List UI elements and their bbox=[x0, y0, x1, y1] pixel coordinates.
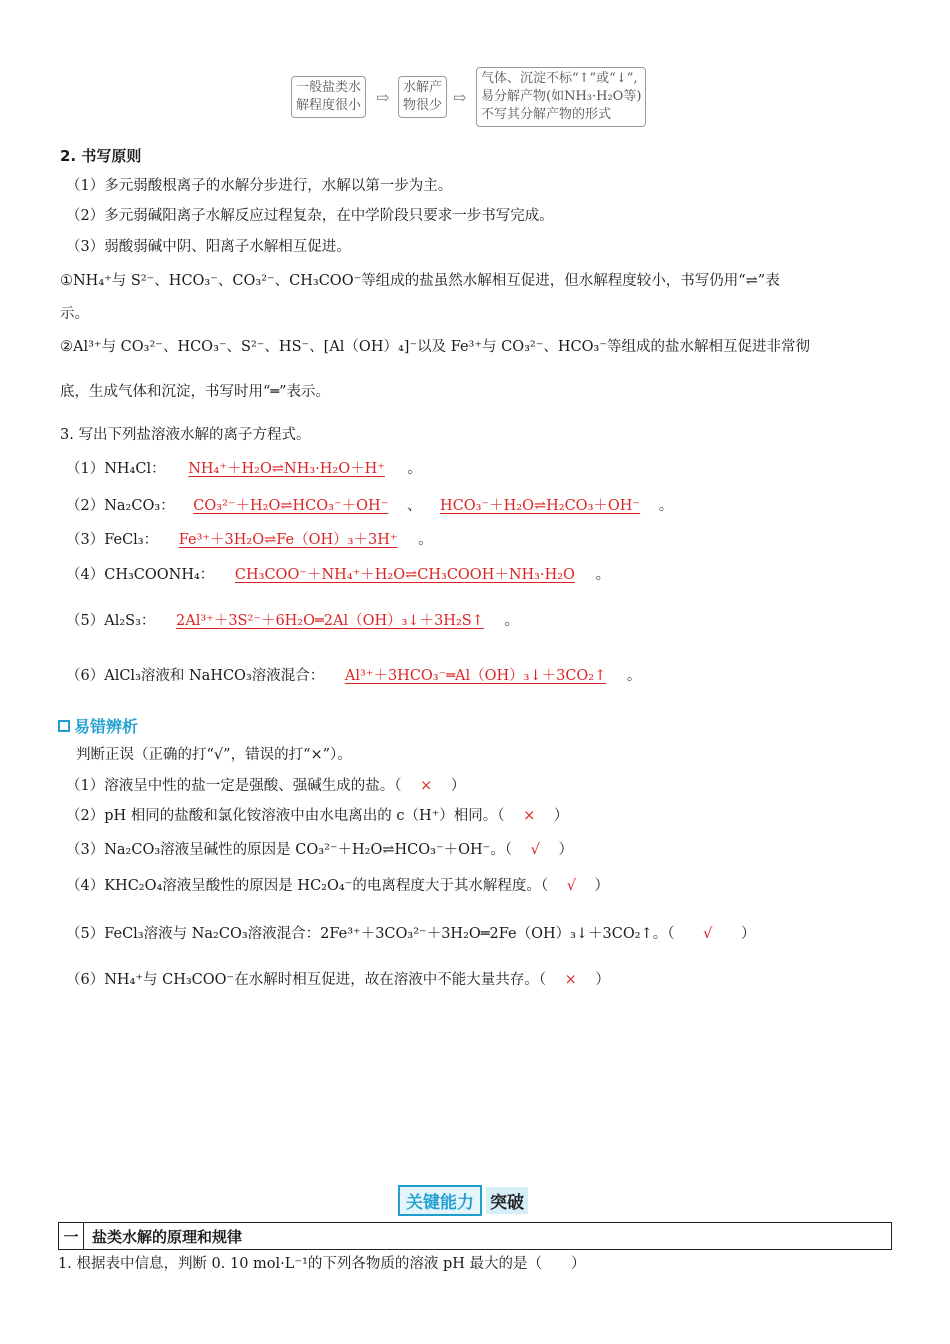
separator: 、 bbox=[406, 498, 422, 514]
flow-box-3 bbox=[476, 67, 646, 127]
cross-mark-icon: × bbox=[420, 778, 433, 794]
exercise-4-answer: CH₃COO⁻＋NH₄⁺＋H₂O⇌CH₃COOH＋NH₃·H₂O bbox=[234, 567, 575, 583]
banner-label: 关键能力 bbox=[398, 1185, 482, 1216]
judge-item-1 bbox=[66, 776, 465, 796]
key-ability-banner bbox=[398, 1185, 528, 1216]
section-3-title: 3. 写出下列盐溶液水解的离子方程式。 bbox=[60, 427, 311, 443]
exercise-4-label: （4）CH₃COONH₄： bbox=[66, 567, 215, 583]
exercise-5-label: （5）Al₂S₃： bbox=[66, 613, 156, 629]
period: 。 bbox=[626, 668, 642, 684]
flow-box-2 bbox=[398, 76, 447, 118]
exercise-2 bbox=[66, 496, 673, 516]
rule-2: （2）多元弱碱阳离子水解反应过程复杂，在中学阶段只要求一步书写完成。 bbox=[66, 208, 554, 224]
exercise-1-label: （1）NH₄Cl： bbox=[66, 461, 166, 477]
section-1-number: 一 bbox=[59, 1223, 84, 1249]
section-1-title: 盐类水解的原理和规律 bbox=[92, 1227, 243, 1246]
exercise-6-answer: Al³⁺＋3HCO₃⁻═Al（OH）₃↓＋3CO₂↑ bbox=[344, 668, 607, 684]
exercise-5 bbox=[66, 611, 519, 631]
rule-3b-line-2: 底，生成气体和沉淀，书写时用“═”表示。 bbox=[60, 384, 331, 400]
exercise-2-answer-a: CO₃²⁻＋H₂O⇌HCO₃⁻＋OH⁻ bbox=[193, 498, 389, 514]
square-icon bbox=[58, 720, 70, 732]
error-intro: 判断正误（正确的打“√”，错误的打“×”）。 bbox=[76, 747, 352, 763]
exercise-1-answer: NH₄⁺＋H₂O⇌NH₃·H₂O＋H⁺ bbox=[188, 461, 385, 477]
flow-box-2-line-2: 物很少 bbox=[403, 98, 443, 113]
banner-suffix: 突破 bbox=[486, 1187, 528, 1214]
cross-mark-icon: × bbox=[564, 972, 577, 988]
exercise-2-answer-b: HCO₃⁻＋H₂O⇌H₂CO₃＋OH⁻ bbox=[440, 498, 641, 514]
check-mark-icon: √ bbox=[530, 842, 540, 858]
exercise-3 bbox=[66, 530, 433, 550]
exercise-5-answer: 2Al³⁺＋3S²⁻＋6H₂O═2Al（OH）₃↓＋3H₂S↑ bbox=[176, 613, 484, 629]
flow-box-1-line-2: 解程度很小 bbox=[296, 98, 362, 113]
flow-box-3-line-1: 气体、沉淀不标“↑”或“↓”, bbox=[481, 71, 638, 86]
period: 。 bbox=[658, 498, 674, 514]
exercise-6-label: （6）AlCl₃溶液和 NaHCO₃溶液混合： bbox=[66, 668, 325, 684]
close-paren: ） bbox=[595, 972, 610, 988]
rule-3: （3）弱酸弱碱中阴、阳离子水解相互促进。 bbox=[66, 239, 351, 255]
rule-3a-line-1: ①NH₄⁺与 S²⁻、HCO₃⁻、CO₃²⁻、CH₃COO⁻等组成的盐虽然水解相互促进，但水解程度较小，书写仍用“⇌”表 bbox=[60, 273, 780, 289]
rule-1: （1）多元弱酸根离子的水解分步进行，水解以第一步为主。 bbox=[66, 178, 453, 194]
flow-arrow-icon: ⇨ bbox=[376, 88, 390, 107]
judge-item-6-text: （6）NH₄⁺与 CH₃COO⁻在水解时相互促进，故在溶液中不能大量共存。（ bbox=[66, 972, 546, 988]
exercise-4 bbox=[66, 565, 610, 585]
flow-box-1-line-1: 一般盐类水 bbox=[296, 80, 362, 95]
judge-item-4-text: （4）KHC₂O₄溶液呈酸性的原因是 HC₂O₄⁻的电离程度大于其水解程度。（ bbox=[66, 878, 549, 894]
flow-box-3-line-2: 易分解产物(如NH₃·H₂O等) bbox=[481, 89, 642, 104]
flow-box-2-line-1: 水解产 bbox=[403, 80, 443, 95]
flow-box-3-line-3: 不写其分解产物的形式 bbox=[481, 107, 612, 122]
check-mark-icon: √ bbox=[566, 878, 576, 894]
rule-3b-line-1: ②Al³⁺与 CO₃²⁻、HCO₃⁻、S²⁻、HS⁻、[Al（OH）₄]⁻以及 Fe³⁺与 CO₃²⁻、HCO₃⁻等组成的盐水解相互促进非常彻 bbox=[60, 339, 810, 355]
period: 。 bbox=[595, 567, 611, 583]
exercise-6 bbox=[66, 666, 641, 686]
close-paren: ） bbox=[594, 878, 610, 894]
exercise-2-label: （2）Na₂CO₃： bbox=[66, 498, 175, 514]
error-analysis-heading bbox=[58, 714, 138, 737]
error-analysis-title: 易错辨析 bbox=[74, 717, 139, 736]
judge-item-2 bbox=[66, 806, 568, 826]
close-paren: ） bbox=[558, 842, 574, 858]
exercise-1 bbox=[66, 459, 422, 479]
period: 。 bbox=[504, 613, 519, 629]
judge-item-1-text: （1）溶液呈中性的盐一定是强酸、强碱生成的盐。（ bbox=[66, 778, 402, 794]
section-2-title: 2. 书写原则 bbox=[60, 147, 142, 165]
judge-item-5 bbox=[66, 924, 755, 944]
judge-item-3 bbox=[66, 840, 573, 860]
period: 。 bbox=[407, 461, 423, 477]
check-mark-icon: √ bbox=[703, 926, 713, 942]
flow-box-1 bbox=[291, 76, 366, 118]
close-paren: ） bbox=[740, 926, 756, 942]
cross-mark-icon: × bbox=[523, 808, 536, 824]
judge-item-2-text: （2）pH 相同的盐酸和氯化铵溶液中由水电离出的 c（H⁺）相同。（ bbox=[66, 808, 505, 824]
question-1: 1. 根据表中信息，判断 0. 10 mol·L⁻¹的下列各物质的溶液 pH 最大的是（ ） bbox=[58, 1256, 586, 1272]
close-paren: ） bbox=[553, 808, 569, 824]
rule-3a-line-2: 示。 bbox=[60, 306, 89, 322]
close-paren: ） bbox=[450, 778, 466, 794]
section-1-bar bbox=[58, 1222, 892, 1250]
period: 。 bbox=[418, 532, 433, 548]
judge-item-3-text: （3）Na₂CO₃溶液呈碱性的原因是 CO₃²⁻＋H₂O⇌HCO₃⁻＋OH⁻。（ bbox=[66, 842, 513, 858]
exercise-3-answer: Fe³⁺＋3H₂O⇌Fe（OH）₃＋3H⁺ bbox=[178, 532, 398, 548]
judge-item-5-text: （5）FeCl₃溶液与 Na₂CO₃溶液混合：2Fe³⁺＋3CO₃²⁻＋3H₂O═2Fe（OH）₃↓＋3CO₂↑。（ bbox=[66, 926, 675, 942]
judge-item-6 bbox=[66, 970, 610, 990]
exercise-3-label: （3）FeCl₃： bbox=[66, 532, 159, 548]
judge-item-4 bbox=[66, 876, 609, 896]
flow-arrow-icon: ⇨ bbox=[453, 88, 467, 107]
